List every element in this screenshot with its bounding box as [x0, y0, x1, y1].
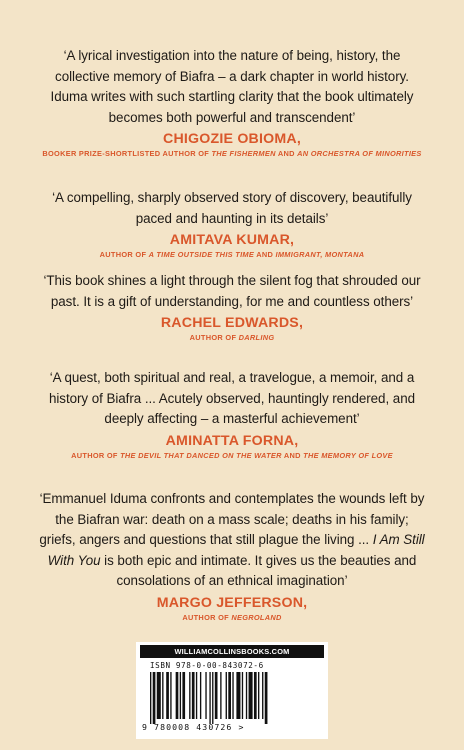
barcode-bar — [254, 672, 257, 719]
barcode-bar — [189, 672, 190, 719]
barcode-digits: 9 780008 430726 > — [142, 722, 245, 732]
blurb-credit: AUTHOR OF DARLING — [189, 333, 275, 343]
blurb-credit: AUTHOR OF A TIME OUTSIDE THIS TIME AND IMMIGRANT, MONTANA — [99, 250, 365, 260]
barcode-bar — [226, 672, 227, 719]
blurb-author-name: CHIGOZIE OBIOMA, — [163, 131, 301, 148]
barcode-panel — [136, 642, 328, 739]
blurb-quote: ‘A lyrical investigation into the nature of being, history, the collective memory of Biafra – a dark chapter in world history. Iduma writes with such startling clarity that the book ultimately becomes both powerful and transcendent’ — [50, 48, 414, 125]
barcode-bar — [246, 672, 247, 719]
barcode-image — [150, 672, 314, 724]
barcode-bar — [196, 672, 197, 719]
blurb-credit: AUTHOR OF THE DEVIL THAT DANCED ON THE WATER AND THE MEMORY OF LOVE — [71, 450, 393, 460]
barcode-bar — [200, 672, 201, 719]
barcode-bar — [249, 672, 253, 719]
barcode-bar — [170, 672, 171, 719]
blurb-jefferson — [36, 489, 428, 623]
blurb-credit: AUTHOR OF NEGROLAND — [182, 612, 282, 622]
blurb-edwards — [36, 271, 428, 343]
blurb-quote: ‘A compelling, sharply observed story of discovery, beautifully paced and haunting in its details’ — [52, 190, 412, 226]
blurb-author-name: RACHEL EDWARDS, — [160, 315, 304, 332]
barcode-bar — [157, 672, 161, 719]
barcode-bar — [212, 672, 213, 724]
publisher-url: WILLIAMCOLLINSBOOKS.COM — [140, 645, 324, 658]
blurb-kumar — [36, 188, 428, 260]
barcode-bar — [192, 672, 195, 719]
isbn-label: ISBN 978-0-00-843072-6 — [150, 661, 264, 670]
blurb-forna — [36, 368, 428, 461]
barcode-bar — [258, 672, 259, 719]
barcode-bar — [150, 672, 151, 724]
barcode-bar — [205, 672, 206, 719]
blurb-quote: ‘Emmanuel Iduma confronts and contemplates the wounds left by the Biafran war: death on a mass scale; deaths in his family; griefs, angers and questions that still plague the living ... I Am Still With You is both epic and intimate. It gives us the beauties and consolations of an ethnical imagination’ — [39, 491, 425, 589]
barcode-bar — [228, 672, 231, 719]
barcode-bar — [215, 672, 218, 719]
barcode-bar — [182, 672, 185, 719]
barcode-bar — [236, 672, 240, 719]
barcode-bar — [176, 672, 179, 719]
blurb-quote: ‘A quest, both spiritual and real, a travelogue, a memoir, and a history of Biafra ... Acutely observed, hauntingly rendered, and deeply affecting – a masterful achievement’ — [48, 370, 415, 427]
barcode-bar — [265, 672, 268, 724]
blurb-credit: BOOKER PRIZE-SHORTLISTED AUTHOR OF THE FISHERMEN AND AN ORCHESTRA OF MINORITIES — [42, 149, 422, 159]
barcode-bar — [153, 672, 156, 724]
blurb-author-name: AMITAVA KUMAR, — [169, 232, 295, 249]
barcode-bar — [166, 672, 169, 719]
barcode-bar — [232, 672, 233, 719]
blurb-obioma — [36, 46, 428, 159]
barcode-bar — [209, 672, 210, 724]
barcode-bar — [220, 672, 221, 719]
blurb-quote: ‘This book shines a light through the silent fog that shrouded our past. It is a gift of understanding, for me and countless others’ — [43, 273, 421, 309]
barcode-bar — [262, 672, 263, 719]
barcode-bar — [162, 672, 163, 719]
barcode-bar — [180, 672, 181, 719]
barcode-bar — [242, 672, 243, 719]
blurb-author-name: AMINATTA FORNA, — [165, 432, 299, 449]
blurb-author-name: MARGO JEFFERSON, — [156, 594, 308, 611]
